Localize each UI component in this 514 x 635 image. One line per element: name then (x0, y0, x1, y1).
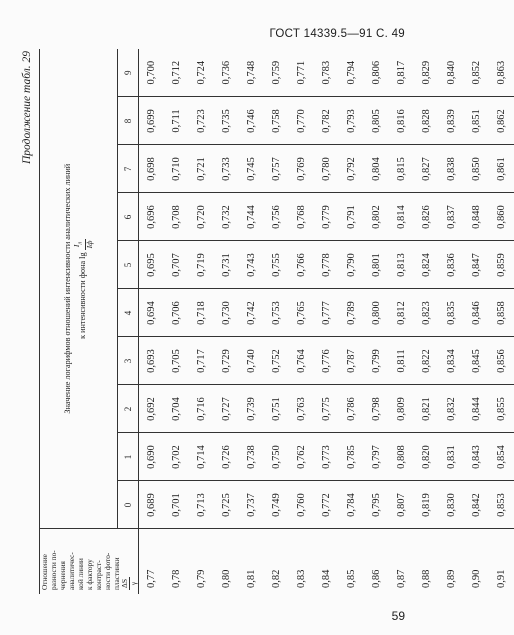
table-cell: 0,827 (414, 145, 439, 193)
table-cell: 0,714 (189, 433, 214, 481)
table-cell: 0,805 (364, 97, 389, 145)
table-cell: 0,737 (239, 481, 264, 529)
table-cell: 0,804 (364, 145, 389, 193)
table-continuation-label: Продолжение табл. 29 (21, 51, 33, 164)
table-cell: 0,793 (339, 97, 364, 145)
table-cell: 0,861 (489, 145, 514, 193)
row-label: 0,89 (439, 529, 464, 594)
table-cell: 0,772 (314, 481, 339, 529)
table-cell: 0,700 (146, 60, 157, 85)
table-cell: 0,723 (189, 97, 214, 145)
stub-header-line: кой линии (76, 558, 85, 590)
table-cell: 0,690 (139, 433, 165, 481)
table-cell: 0,846 (464, 289, 489, 337)
stub-header-line: Отношение (40, 554, 49, 590)
table-cell: 0,794 (346, 60, 357, 85)
table-cell: 0,826 (414, 193, 439, 241)
table-cell: 0,721 (189, 145, 214, 193)
table-cell: 0,823 (414, 289, 439, 337)
table-cell: 0,854 (489, 433, 514, 481)
stub-header-line: контраст- (94, 560, 103, 590)
table-cell: 0,698 (139, 145, 165, 193)
table-cell: 0,856 (489, 337, 514, 385)
table-row (214, 49, 239, 594)
table-cell: 0,699 (139, 97, 165, 145)
column-header: 2 (118, 385, 139, 433)
table-cell: 0,760 (289, 481, 314, 529)
table-cell: 0,837 (439, 193, 464, 241)
table-cell: 0,696 (139, 193, 165, 241)
table-cell: 0,710 (164, 145, 189, 193)
table-cell: 0,831 (439, 433, 464, 481)
table-cell: 0,779 (314, 193, 339, 241)
table-cell: 0,746 (239, 97, 264, 145)
table-cell: 0,797 (364, 433, 389, 481)
row-label: 0,91 (489, 529, 514, 594)
table-cell: 0,735 (214, 97, 239, 145)
table-cell: 0,780 (314, 145, 339, 193)
column-header: 4 (118, 289, 139, 337)
column-header: 9 (118, 49, 139, 97)
table-cell: 0,762 (289, 433, 314, 481)
stub-header-line: ности фото- (103, 552, 112, 590)
table-row (164, 49, 189, 594)
stub-header-line: к фактору (85, 559, 94, 590)
table-cell: 0,708 (164, 193, 189, 241)
table-cell: 0,842 (464, 481, 489, 529)
table-row (139, 49, 165, 594)
table-cell: 0,778 (314, 241, 339, 289)
table-cell: 0,720 (189, 193, 214, 241)
table-cell: 0,806 (371, 60, 382, 85)
table-cell: 0,839 (439, 97, 464, 145)
table-cell: 0,838 (439, 145, 464, 193)
table-cell: 0,807 (389, 481, 414, 529)
table-cell: 0,830 (439, 481, 464, 529)
table-cell: 0,750 (264, 433, 289, 481)
row-label: 0,90 (464, 529, 489, 594)
table-cell: 0,783 (321, 60, 332, 85)
row-label: 0,81 (239, 529, 264, 594)
table-cell: 0,712 (171, 60, 182, 85)
row-label: 0,87 (389, 529, 414, 594)
table-cell: 0,785 (339, 433, 364, 481)
table-row (389, 49, 414, 594)
table-cell: 0,787 (339, 337, 364, 385)
table-cell: 0,749 (264, 481, 289, 529)
table-cell: 0,759 (271, 60, 282, 85)
row-label: 0,84 (314, 529, 339, 594)
table-cell: 0,757 (264, 145, 289, 193)
table-cell: 0,753 (264, 289, 289, 337)
column-header: 7 (118, 145, 139, 193)
table-cell: 0,701 (164, 481, 189, 529)
table-cell: 0,732 (214, 193, 239, 241)
table-row (439, 49, 464, 594)
table-cell: 0,694 (139, 289, 165, 337)
table-cell: 0,766 (289, 241, 314, 289)
rotated-table-block (21, 49, 507, 594)
table-cell: 0,820 (414, 433, 439, 481)
table-row (339, 49, 364, 594)
table-cell: 0,822 (414, 337, 439, 385)
table-row (264, 49, 289, 594)
table-cell: 0,725 (214, 481, 239, 529)
table-cell: 0,758 (264, 97, 289, 145)
table-cell: 0,835 (439, 289, 464, 337)
row-label: 0,88 (414, 529, 439, 594)
spanning-header: Значение логарифмов отношений интенсивности аналитических линий к интенсивности фона lg $I_л$ Iф (40, 49, 118, 529)
table-cell: 0,702 (164, 433, 189, 481)
table-cell: 0,819 (414, 481, 439, 529)
table-cell: 0,834 (439, 337, 464, 385)
stub-header (40, 529, 139, 594)
spanning-fraction: $I_л$ Iф (72, 240, 94, 249)
column-header: 5 (118, 241, 139, 289)
table-cell: 0,736 (221, 60, 232, 85)
table-cell: 0,768 (289, 193, 314, 241)
table-cell: 0,828 (414, 97, 439, 145)
table-cell: 0,739 (239, 385, 264, 433)
table-row (489, 49, 514, 594)
stub-header-line: пластинки (112, 557, 121, 590)
table-cell: 0,832 (439, 385, 464, 433)
table-cell: 0,799 (364, 337, 389, 385)
table-cell: 0,798 (364, 385, 389, 433)
table-row (314, 49, 339, 594)
table-cell: 0,801 (364, 241, 389, 289)
log-intensity-table (39, 49, 514, 594)
table-cell: 0,707 (164, 241, 189, 289)
table-cell: 0,853 (489, 481, 514, 529)
table-cell: 0,763 (289, 385, 314, 433)
row-label: 0,82 (264, 529, 289, 594)
table-cell: 0,730 (214, 289, 239, 337)
table-cell: 0,791 (339, 193, 364, 241)
column-header: 8 (118, 97, 139, 145)
table-cell: 0,815 (389, 145, 414, 193)
table-cell: 0,770 (289, 97, 314, 145)
table-cell: 0,764 (289, 337, 314, 385)
table-cell: 0,729 (214, 337, 239, 385)
table-cell: 0,836 (439, 241, 464, 289)
column-header: 3 (118, 337, 139, 385)
table-cell: 0,859 (489, 241, 514, 289)
table-cell: 0,824 (414, 241, 439, 289)
table-cell: 0,777 (314, 289, 339, 337)
table-cell: 0,738 (239, 433, 264, 481)
table-cell: 0,711 (164, 97, 189, 145)
table-cell: 0,724 (196, 60, 207, 85)
table-cell: 0,769 (289, 145, 314, 193)
table-cell: 0,716 (189, 385, 214, 433)
table-cell: 0,852 (471, 60, 482, 85)
table-row (289, 49, 314, 594)
table-cell: 0,765 (289, 289, 314, 337)
stub-header-line: разности по- (49, 550, 58, 590)
table-cell: 0,784 (339, 481, 364, 529)
table-cell: 0,813 (389, 241, 414, 289)
table-cell: 0,800 (364, 289, 389, 337)
table-cell: 0,773 (314, 433, 339, 481)
table-cell: 0,809 (389, 385, 414, 433)
row-label: 0,77 (139, 529, 165, 594)
table-cell: 0,775 (314, 385, 339, 433)
column-header: 6 (118, 193, 139, 241)
table-cell: 0,713 (189, 481, 214, 529)
table-cell: 0,862 (489, 97, 514, 145)
table-cell: 0,695 (139, 241, 165, 289)
table-cell: 0,752 (264, 337, 289, 385)
table-cell: 0,817 (396, 60, 407, 85)
table-cell: 0,706 (164, 289, 189, 337)
table-cell: 0,693 (139, 337, 165, 385)
table-cell: 0,719 (189, 241, 214, 289)
table-cell: 0,858 (489, 289, 514, 337)
table-cell: 0,850 (464, 145, 489, 193)
table-cell: 0,802 (364, 193, 389, 241)
table-cell: 0,755 (264, 241, 289, 289)
row-label: 0,78 (164, 529, 189, 594)
table-cell: 0,829 (421, 60, 432, 85)
table-cell: 0,814 (389, 193, 414, 241)
table-cell: 0,812 (389, 289, 414, 337)
table-cell: 0,771 (296, 60, 307, 85)
table-cell: 0,751 (264, 385, 289, 433)
table-cell: 0,795 (364, 481, 389, 529)
table-cell: 0,717 (189, 337, 214, 385)
table-cell: 0,748 (246, 60, 257, 85)
table-cell: 0,726 (214, 433, 239, 481)
stub-header-line: чернения (58, 561, 67, 590)
table-cell: 0,844 (464, 385, 489, 433)
table-cell: 0,863 (496, 60, 507, 85)
stub-header-line: аналитичес- (67, 552, 76, 590)
row-label: 0,85 (339, 529, 364, 594)
column-header: 0 (118, 481, 139, 529)
table-cell: 0,851 (464, 97, 489, 145)
row-label: 0,80 (214, 529, 239, 594)
table-cell: 0,855 (489, 385, 514, 433)
table-cell: 0,808 (389, 433, 414, 481)
table-cell: 0,733 (214, 145, 239, 193)
table-cell: 0,792 (339, 145, 364, 193)
table-row (464, 49, 489, 594)
table-cell: 0,744 (239, 193, 264, 241)
table-cell: 0,845 (464, 337, 489, 385)
running-head: ГОСТ 14339.5—91 С. 49 (269, 28, 405, 40)
table-row (364, 49, 389, 594)
table-cell: 0,776 (314, 337, 339, 385)
table-cell: 0,843 (464, 433, 489, 481)
table-cell: 0,704 (164, 385, 189, 433)
row-label: 0,79 (189, 529, 214, 594)
table-cell: 0,692 (139, 385, 165, 433)
table-cell: 0,689 (139, 481, 165, 529)
table-cell: 0,743 (239, 241, 264, 289)
table-cell: 0,821 (414, 385, 439, 433)
table-cell: 0,816 (389, 97, 414, 145)
column-header: 1 (118, 433, 139, 481)
table-cell: 0,811 (389, 337, 414, 385)
table-cell: 0,847 (464, 241, 489, 289)
table-cell: 0,840 (446, 60, 457, 85)
table-cell: 0,790 (339, 241, 364, 289)
table-cell: 0,782 (314, 97, 339, 145)
table-cell: 0,860 (489, 193, 514, 241)
table-cell: 0,756 (264, 193, 289, 241)
row-label: 0,86 (364, 529, 389, 594)
table-cell: 0,742 (239, 289, 264, 337)
page-number: 59 (391, 609, 405, 623)
table-row (414, 49, 439, 594)
table-cell: 0,705 (164, 337, 189, 385)
table-row (239, 49, 264, 594)
table-cell: 0,731 (214, 241, 239, 289)
stub-fraction: ΔS γ (120, 579, 138, 588)
row-label: 0,83 (289, 529, 314, 594)
table-cell: 0,786 (339, 385, 364, 433)
table-cell: 0,727 (214, 385, 239, 433)
table-cell: 0,848 (464, 193, 489, 241)
table-cell: 0,718 (189, 289, 214, 337)
table-cell: 0,745 (239, 145, 264, 193)
table-cell: 0,740 (239, 337, 264, 385)
table-cell: 0,789 (339, 289, 364, 337)
table-row (189, 49, 214, 594)
